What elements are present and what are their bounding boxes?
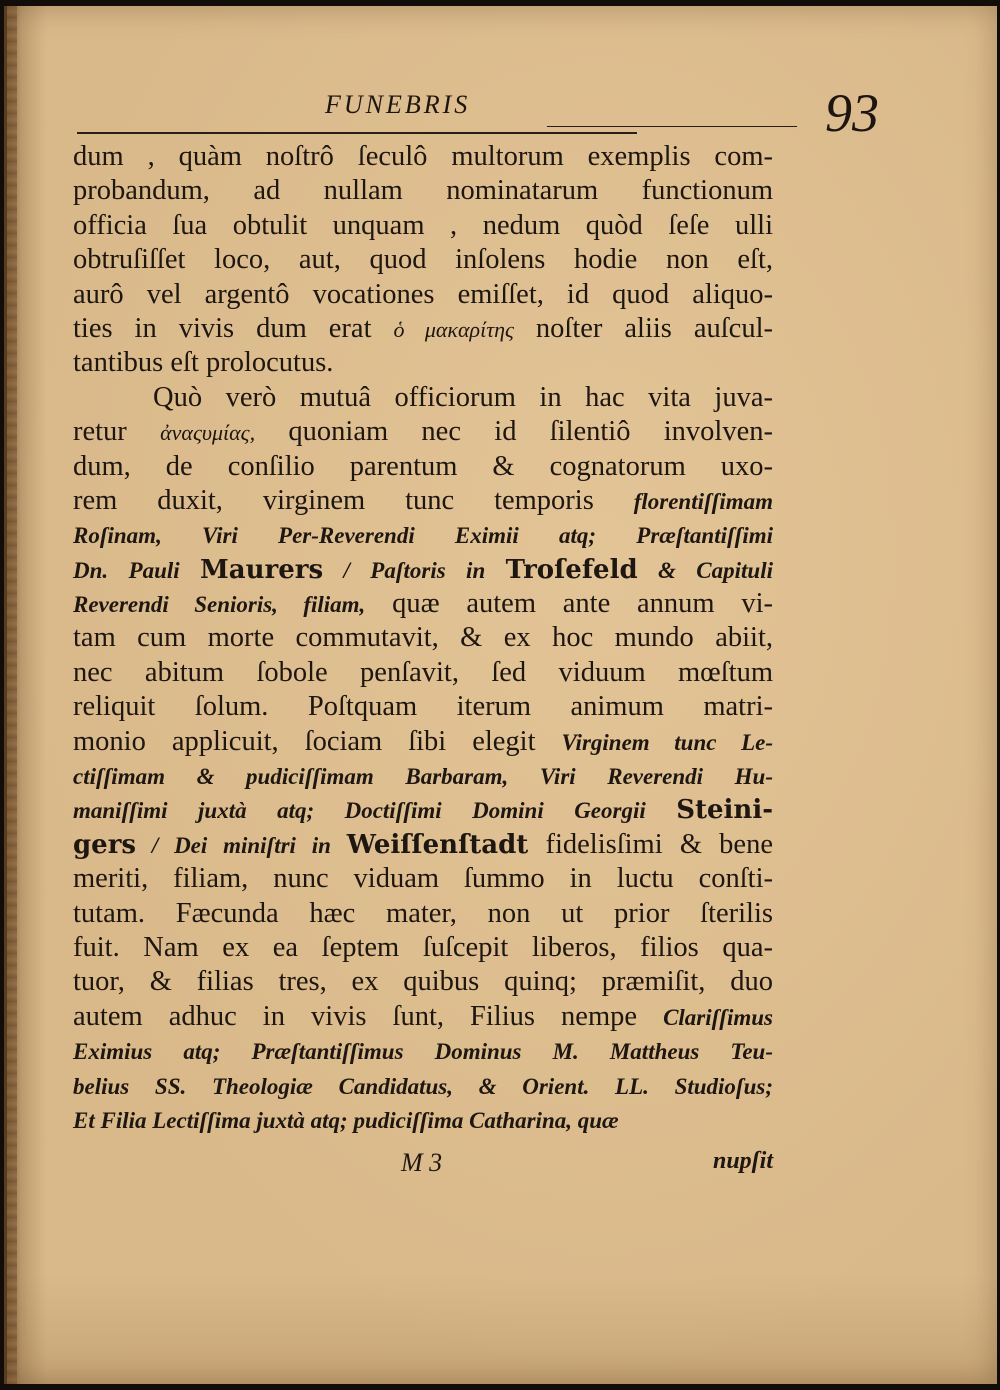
text-line [73, 174, 773, 208]
text-run: quæ autem ante annum vi- [365, 588, 773, 620]
text-line [73, 862, 773, 896]
italic-name-run: maniſſimi juxtà atq; Doctiſſimi Domini Georgii [73, 798, 677, 824]
text-run: autem adhuc in vivis ſunt, Filius nempe [73, 1000, 664, 1032]
blackletter-run: gers [73, 829, 137, 860]
text-run: tuor, & filias tres, ex quibus quinq; præmiſit, duo [73, 966, 773, 998]
text-line [73, 415, 773, 449]
text-line [73, 725, 773, 759]
italic-name-run: Virginem tunc Le- [561, 729, 773, 755]
text-run: tantibus eſt prolocutus. [73, 347, 334, 379]
italic-name-run: Roſinam, Viri Per-Reverendi Eximii atq; Præſtantiſſimi [73, 523, 773, 549]
binding-edge [7, 6, 17, 1384]
text-line [73, 897, 773, 931]
text-run: rem duxit, virginem tunc temporis [73, 484, 634, 516]
text-line [73, 1103, 773, 1137]
text-line [73, 587, 773, 621]
text-run: ties in vivis dum erat [73, 312, 394, 344]
page-footer [73, 1148, 773, 1188]
text-run: officia ſua obtulit unquam , nedum quòd ſeſe ulli [73, 209, 773, 241]
italic-name-run: / Paſtoris in [323, 557, 506, 583]
text-line [73, 759, 773, 793]
text-line [73, 828, 773, 862]
text-line [73, 209, 773, 243]
italic-name-run: Clariſſimus [663, 1004, 773, 1030]
text-run: retur [73, 416, 161, 448]
header-rule [77, 132, 637, 134]
text-run: aurô vel argentô vocationes emiſſet, id quod aliquo- [73, 278, 773, 310]
text-run: dum, de conſilio parentum & cognatorum uxo- [73, 450, 773, 482]
text-run: fuit. Nam ex ea ſeptem ſuſcepit liberos, filios qua- [73, 931, 773, 963]
italic-name-run: Et Filia Lectiſſima juxtà atq; pudiciſſima Catharina, quæ [73, 1107, 619, 1133]
italic-name-run: ctiſſimam & pudiciſſimam Barbaram, Viri Reverendi Hu- [73, 764, 773, 790]
text-run: obtruſiſſet loco, aut, quod inſolens hodie non eſt, [73, 244, 773, 276]
text-line [73, 346, 773, 380]
running-title: FUNEBRIS [325, 90, 471, 119]
text-line [73, 621, 773, 655]
catchword: nupſit [712, 1148, 773, 1174]
text-run: monio applicuit, ſociam ſibi elegit [73, 725, 562, 757]
italic-name-run: & Capituli [637, 557, 773, 583]
text-line [73, 312, 773, 346]
text-line [73, 484, 773, 518]
text-line [73, 793, 773, 827]
text-run: reliquit ſolum. Poſtquam iterum animum matri- [73, 691, 773, 723]
text-line [73, 553, 773, 587]
text-line [73, 1034, 773, 1068]
signature-mark: M 3 [401, 1148, 443, 1177]
book-page [4, 6, 997, 1384]
text-run: dum , quàm noſtrô ſeculô multorum exemplis com- [73, 141, 773, 172]
page-number: 93 [825, 83, 879, 143]
page-header [77, 84, 797, 144]
text-run: tam cum morte commutavit, & ex hoc mundo abiit, [73, 622, 773, 654]
italic-name-run: florentiſſimam [633, 488, 773, 514]
blackletter-run: Troſefeld [505, 554, 638, 585]
text-line [73, 1069, 773, 1103]
text-run: nec abitum ſobole penſavit, ſed viduum mœſtum [73, 656, 773, 688]
text-run: fidelisſimi & bene [528, 828, 773, 860]
header-rule-right [547, 126, 797, 127]
text-line [73, 243, 773, 277]
body-text [73, 140, 773, 1137]
blackletter-run: Weiſſenſtadt [346, 829, 529, 860]
text-line [73, 965, 773, 999]
greek-run: ἀναςυμίας, [160, 420, 256, 446]
italic-name-run: Eximius atq; Præſtantiſſimus Dominus M. Mattheus Teu- [73, 1039, 773, 1065]
greek-run: ὁ μακαρίτης [393, 316, 514, 342]
text-line [73, 278, 773, 312]
text-run: quoniam nec id ſilentiô involven- [255, 416, 773, 448]
italic-name-run: belius SS. Theologiæ Candidatus, & Orient. LL. Studioſus; [73, 1073, 773, 1099]
italic-name-run: / Dei miniſtri in [136, 832, 347, 858]
text-line [73, 381, 773, 415]
text-run: probandum, ad nullam nominatarum functionum [73, 175, 773, 207]
text-run: noſter aliis auſcul- [513, 312, 773, 344]
text-line [73, 450, 773, 484]
text-run: meriti, filiam, nunc viduam ſummo in luctu conſti- [73, 863, 773, 895]
text-line [73, 656, 773, 690]
text-run: tutam. Fæcunda hæc mater, non ut prior ſterilis [73, 897, 773, 929]
blackletter-run: Maurers [200, 554, 324, 585]
text-line [73, 140, 773, 174]
italic-name-run: Dn. Pauli [73, 557, 201, 583]
text-run: Quò verò mutuâ officiorum in hac vita juva- [153, 381, 773, 413]
text-line [73, 690, 773, 724]
text-line [73, 518, 773, 552]
blackletter-run: Steini- [676, 795, 773, 826]
text-line [73, 1000, 773, 1034]
text-line [73, 931, 773, 965]
italic-name-run: Reverendi Senioris, filiam, [73, 592, 366, 618]
